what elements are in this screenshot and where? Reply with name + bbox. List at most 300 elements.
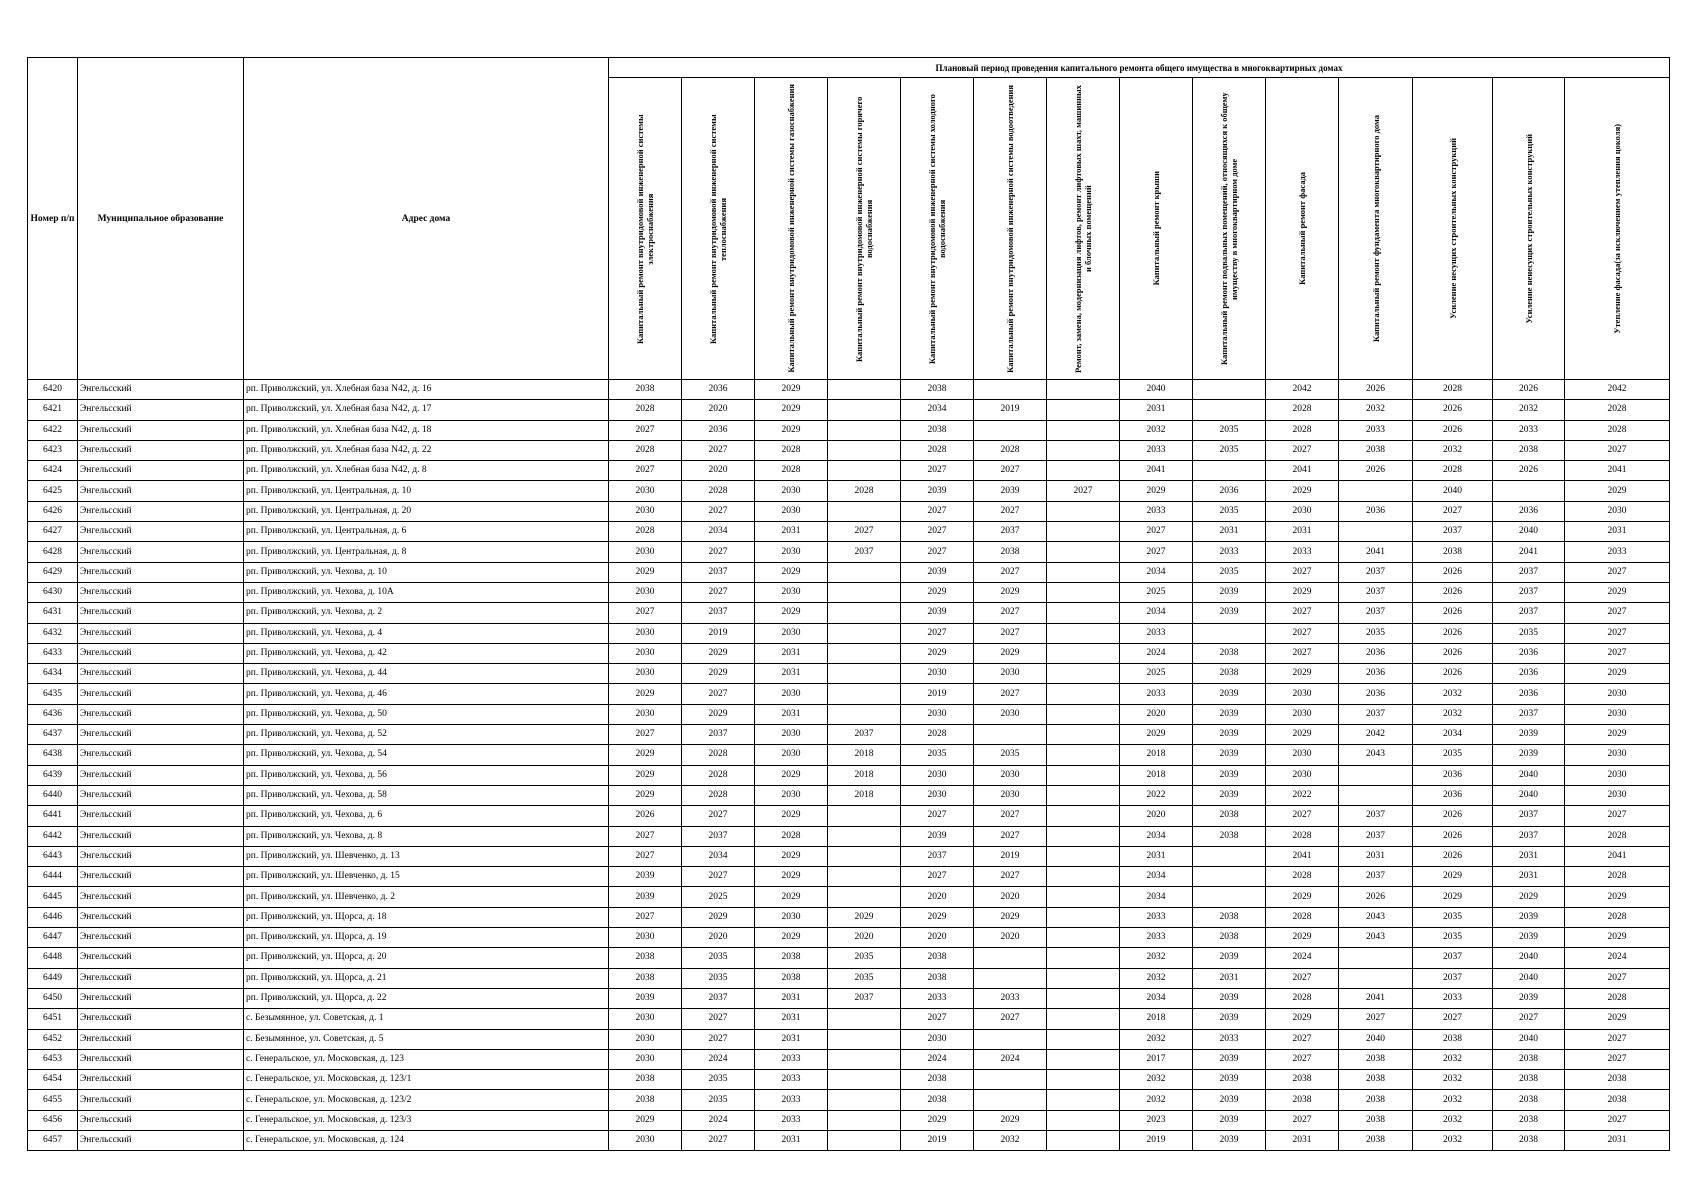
cell-municipality: Энгельсский [78,1029,244,1049]
cell-planned-year: 2033 [755,1110,828,1130]
cell-planned-year: 2029 [1266,928,1339,948]
cell-planned-year: 2030 [1266,745,1339,765]
cell-planned-year: 2039 [609,887,682,907]
cell-planned-year: 2029 [1565,725,1670,745]
cell-planned-year: 2032 [1493,400,1565,420]
cell-row-number: 6435 [28,684,78,704]
cell-municipality: Энгельсский [78,380,244,400]
cell-planned-year: 2030 [901,704,974,724]
cell-planned-year: 2043 [1339,928,1413,948]
cell-planned-year [1047,704,1120,724]
header-work-type-label: Капитальный ремонт внутридомовой инженерной системы горячего водоснабжения [854,95,874,362]
cell-planned-year: 2030 [1266,501,1339,521]
cell-planned-year: 2043 [1339,745,1413,765]
cell-planned-year: 2041 [1565,846,1670,866]
cell-planned-year [1047,867,1120,887]
cell-municipality: Энгельсский [78,826,244,846]
cell-planned-year: 2027 [609,603,682,623]
cell-planned-year: 2038 [755,948,828,968]
table-row [28,522,1670,542]
cell-planned-year [828,440,901,460]
cell-planned-year: 2030 [609,542,682,562]
cell-planned-year [1047,643,1120,663]
cell-planned-year: 2035 [682,1070,755,1090]
cell-planned-year: 2029 [1565,887,1670,907]
cell-planned-year: 2027 [682,501,755,521]
cell-planned-year: 2029 [1565,664,1670,684]
cell-planned-year: 2039 [974,481,1047,501]
cell-planned-year [1047,988,1120,1008]
cell-municipality: Энгельсский [78,907,244,927]
cell-planned-year [1047,826,1120,846]
cell-planned-year: 2019 [682,623,755,643]
cell-planned-year: 2034 [682,846,755,866]
cell-planned-year: 2030 [609,643,682,663]
cell-address: рп. Приволжский, ул. Шевченко, д. 13 [244,846,609,866]
cell-planned-year: 2036 [1413,765,1493,785]
cell-planned-year: 2030 [609,501,682,521]
cell-planned-year: 2036 [682,380,755,400]
cell-planned-year: 2027 [1565,562,1670,582]
cell-planned-year: 2036 [1493,684,1565,704]
cell-planned-year: 2025 [1120,664,1193,684]
cell-planned-year [1193,380,1266,400]
cell-planned-year [1047,501,1120,521]
cell-planned-year: 2027 [901,542,974,562]
table-row [28,582,1670,602]
cell-planned-year: 2027 [1565,440,1670,460]
cell-municipality: Энгельсский [78,684,244,704]
cell-planned-year: 2027 [1266,603,1339,623]
cell-row-number: 6438 [28,745,78,765]
table-row [28,623,1670,643]
cell-planned-year [1047,522,1120,542]
cell-planned-year: 2027 [974,603,1047,623]
cell-planned-year: 2036 [1493,664,1565,684]
cell-planned-year: 2031 [755,643,828,663]
cell-planned-year: 2030 [609,928,682,948]
cell-planned-year: 2039 [1193,603,1266,623]
cell-planned-year: 2032 [1120,1090,1193,1110]
cell-planned-year: 2036 [1493,643,1565,663]
cell-planned-year: 2038 [755,968,828,988]
cell-planned-year: 2037 [1493,806,1565,826]
cell-address: рп. Приволжский, ул. Хлебная база N42, д. 18 [244,420,609,440]
cell-address: рп. Приволжский, ул. Чехова, д. 54 [244,745,609,765]
cell-planned-year: 2017 [1120,1049,1193,1069]
cell-planned-year: 2033 [755,1070,828,1090]
cell-row-number: 6421 [28,400,78,420]
cell-planned-year: 2038 [1193,928,1266,948]
cell-row-number: 6445 [28,887,78,907]
cell-planned-year: 2027 [682,1029,755,1049]
cell-planned-year: 2040 [1493,968,1565,988]
cell-planned-year [974,1070,1047,1090]
cell-row-number: 6434 [28,664,78,684]
cell-row-number: 6432 [28,623,78,643]
cell-planned-year: 2028 [1565,420,1670,440]
cell-planned-year: 2034 [1120,603,1193,623]
cell-row-number: 6449 [28,968,78,988]
cell-planned-year: 2020 [901,928,974,948]
cell-row-number: 6429 [28,562,78,582]
cell-planned-year: 2037 [682,988,755,1008]
cell-planned-year: 2038 [1339,1070,1413,1090]
cell-municipality: Энгельсский [78,765,244,785]
cell-planned-year: 2038 [1339,1110,1413,1130]
cell-planned-year: 2027 [609,461,682,481]
cell-planned-year: 2035 [1413,745,1493,765]
cell-planned-year: 2033 [1120,928,1193,948]
cell-planned-year: 2040 [1493,765,1565,785]
cell-planned-year: 2027 [1266,1049,1339,1069]
cell-planned-year: 2028 [1413,461,1493,481]
cell-planned-year: 2032 [1413,1090,1493,1110]
header-work-type-label: Капитальный ремонт фасада [1297,172,1307,285]
cell-address: рп. Приволжский, ул. Хлебная база N42, д. 22 [244,440,609,460]
cell-planned-year: 2033 [1413,988,1493,1008]
cell-planned-year: 2029 [974,643,1047,663]
cell-planned-year: 2031 [1339,846,1413,866]
cell-planned-year: 2027 [682,867,755,887]
cell-planned-year: 2027 [1413,501,1493,521]
header-work-type-label: Капитальный ремонт фундамента многоквартирного дома [1370,114,1381,343]
cell-address: с. Генеральское, ул. Московская, д. 123/1 [244,1070,609,1090]
cell-municipality: Энгельсский [78,481,244,501]
cell-municipality: Энгельсский [78,1090,244,1110]
cell-planned-year: 2032 [1120,420,1193,440]
cell-planned-year: 2038 [901,948,974,968]
cell-planned-year: 2038 [1565,1090,1670,1110]
header-work-type [1493,78,1565,380]
cell-planned-year: 2029 [1266,1009,1339,1029]
cell-planned-year: 2029 [609,745,682,765]
cell-planned-year: 2031 [755,988,828,1008]
cell-planned-year: 2026 [1413,623,1493,643]
cell-municipality: Энгельсский [78,1049,244,1069]
cell-planned-year: 2027 [1266,623,1339,643]
cell-planned-year [974,1029,1047,1049]
cell-planned-year: 2029 [755,765,828,785]
cell-row-number: 6447 [28,928,78,948]
cell-planned-year: 2030 [1565,704,1670,724]
cell-planned-year: 2027 [1266,562,1339,582]
cell-planned-year: 2028 [682,481,755,501]
cell-planned-year: 2038 [901,380,974,400]
cell-municipality: Энгельсский [78,582,244,602]
table-row [28,704,1670,724]
header-work-type [1339,78,1413,380]
cell-planned-year: 2027 [974,461,1047,481]
cell-planned-year: 2029 [609,562,682,582]
cell-planned-year: 2035 [682,1090,755,1110]
cell-planned-year: 2032 [974,1130,1047,1150]
cell-planned-year: 2032 [1413,1110,1493,1130]
cell-planned-year: 2030 [1266,765,1339,785]
cell-planned-year: 2033 [1120,501,1193,521]
cell-planned-year: 2038 [1339,1090,1413,1110]
cell-planned-year: 2038 [901,420,974,440]
cell-planned-year: 2030 [609,623,682,643]
cell-planned-year: 2034 [1120,887,1193,907]
cell-planned-year: 2026 [1493,380,1565,400]
cell-planned-year: 2030 [755,785,828,805]
cell-address: рп. Приволжский, ул. Чехова, д. 8 [244,826,609,846]
cell-planned-year: 2038 [1493,1070,1565,1090]
cell-planned-year: 2027 [901,501,974,521]
cell-planned-year [1047,907,1120,927]
cell-planned-year: 2038 [1565,1070,1670,1090]
cell-planned-year: 2028 [828,481,901,501]
header-work-type [901,78,974,380]
cell-planned-year: 2029 [755,928,828,948]
cell-planned-year: 2029 [682,664,755,684]
cell-planned-year [828,704,901,724]
cell-planned-year: 2036 [682,420,755,440]
cell-planned-year [1047,1090,1120,1110]
cell-planned-year: 2036 [1339,501,1413,521]
cell-planned-year: 2027 [1266,1110,1339,1130]
cell-planned-year: 2032 [1120,948,1193,968]
cell-planned-year: 2026 [1339,887,1413,907]
cell-planned-year [1047,968,1120,988]
cell-planned-year: 2031 [1493,867,1565,887]
cell-planned-year [1047,664,1120,684]
cell-planned-year: 2038 [901,1090,974,1110]
cell-planned-year [828,1110,901,1130]
cell-planned-year: 2037 [1413,522,1493,542]
cell-planned-year: 2018 [828,745,901,765]
cell-planned-year: 2028 [1565,826,1670,846]
cell-planned-year: 2029 [1266,725,1339,745]
cell-planned-year: 2038 [609,1090,682,1110]
cell-planned-year [1047,1029,1120,1049]
cell-planned-year [1339,948,1413,968]
cell-planned-year: 2037 [682,725,755,745]
cell-planned-year [828,420,901,440]
cell-planned-year [828,501,901,521]
cell-planned-year: 2028 [682,765,755,785]
cell-planned-year: 2039 [1193,765,1266,785]
cell-municipality: Энгельсский [78,968,244,988]
cell-planned-year [1047,1110,1120,1130]
cell-planned-year: 2027 [682,1009,755,1029]
cell-planned-year: 2018 [1120,745,1193,765]
cell-planned-year: 2027 [1565,1110,1670,1130]
cell-planned-year: 2019 [974,846,1047,866]
cell-planned-year: 2031 [1493,846,1565,866]
cell-planned-year: 2029 [1413,867,1493,887]
cell-planned-year: 2028 [609,400,682,420]
cell-planned-year: 2020 [828,928,901,948]
header-work-type-label: Капитальный ремонт внутридомовой инженерной системы водоотведения [1005,84,1015,373]
table-row [28,988,1670,1008]
cell-planned-year: 2020 [974,928,1047,948]
cell-planned-year: 2029 [609,785,682,805]
cell-planned-year: 2040 [1120,380,1193,400]
cell-planned-year [1339,765,1413,785]
cell-planned-year: 2033 [974,988,1047,1008]
cell-planned-year: 2028 [682,745,755,765]
cell-planned-year: 2036 [1339,643,1413,663]
header-work-type [1193,78,1266,380]
cell-planned-year [974,948,1047,968]
cell-planned-year: 2037 [1413,968,1493,988]
cell-planned-year: 2029 [1266,887,1339,907]
cell-planned-year [828,1049,901,1069]
cell-planned-year [1339,785,1413,805]
cell-planned-year: 2027 [1120,542,1193,562]
cell-row-number: 6453 [28,1049,78,1069]
cell-planned-year: 2029 [755,380,828,400]
cell-planned-year [1047,603,1120,623]
cell-planned-year: 2029 [1565,1009,1670,1029]
cell-planned-year: 2022 [1120,785,1193,805]
cell-planned-year: 2029 [1266,481,1339,501]
cell-planned-year: 2031 [755,1130,828,1150]
cell-planned-year: 2026 [1413,826,1493,846]
cell-planned-year: 2037 [828,725,901,745]
cell-municipality: Энгельсский [78,846,244,866]
cell-planned-year: 2033 [755,1049,828,1069]
cell-planned-year: 2033 [1493,420,1565,440]
cell-planned-year: 2039 [901,603,974,623]
cell-planned-year [828,846,901,866]
repair-schedule-table [27,57,1670,1151]
header-work-type-label: Капитальный ремонт внутридомовой инженерной системы электроснабжения [635,113,655,344]
cell-address: рп. Приволжский, ул. Шевченко, д. 2 [244,887,609,907]
cell-planned-year [1339,968,1413,988]
cell-planned-year [828,1009,901,1029]
cell-planned-year: 2028 [1565,988,1670,1008]
header-work-type [828,78,901,380]
cell-address: с. Безымянное, ул. Советская, д. 5 [244,1029,609,1049]
cell-address: рп. Приволжский, ул. Чехова, д. 10 [244,562,609,582]
cell-planned-year: 2027 [901,623,974,643]
cell-planned-year: 2027 [1047,481,1120,501]
cell-address: рп. Приволжский, ул. Центральная, д. 20 [244,501,609,521]
cell-planned-year: 2034 [1120,867,1193,887]
cell-planned-year [1047,745,1120,765]
cell-planned-year: 2039 [1493,745,1565,765]
cell-planned-year: 2030 [609,481,682,501]
cell-planned-year [1047,461,1120,481]
cell-planned-year: 2037 [1339,806,1413,826]
cell-address: рп. Приволжский, ул. Чехова, д. 10А [244,582,609,602]
cell-planned-year: 2030 [901,664,974,684]
cell-planned-year: 2030 [974,785,1047,805]
cell-planned-year: 2038 [1193,806,1266,826]
cell-planned-year: 2041 [1120,461,1193,481]
cell-row-number: 6427 [28,522,78,542]
cell-planned-year: 2029 [682,643,755,663]
cell-address: рп. Приволжский, ул. Чехова, д. 52 [244,725,609,745]
cell-municipality: Энгельсский [78,542,244,562]
cell-planned-year: 2039 [1193,704,1266,724]
cell-planned-year: 2029 [901,907,974,927]
cell-planned-year: 2035 [1193,420,1266,440]
cell-planned-year [1339,481,1413,501]
cell-address: рп. Приволжский, ул. Хлебная база N42, д. 16 [244,380,609,400]
cell-planned-year: 2035 [1413,907,1493,927]
table-row [28,1049,1670,1069]
cell-planned-year: 2020 [901,887,974,907]
cell-municipality: Энгельсский [78,1009,244,1029]
cell-planned-year [1193,846,1266,866]
cell-address: рп. Приволжский, ул. Чехова, д. 44 [244,664,609,684]
cell-address: рп. Приволжский, ул. Чехова, д. 6 [244,806,609,826]
cell-planned-year: 2027 [901,461,974,481]
cell-planned-year: 2029 [1565,582,1670,602]
cell-planned-year: 2027 [682,806,755,826]
cell-planned-year: 2038 [1193,826,1266,846]
header-work-type [1047,78,1120,380]
cell-planned-year [1047,765,1120,785]
cell-row-number: 6433 [28,643,78,663]
cell-planned-year: 2020 [1120,704,1193,724]
cell-planned-year: 2030 [755,684,828,704]
cell-planned-year [828,562,901,582]
cell-planned-year: 2030 [1266,704,1339,724]
cell-planned-year: 2034 [1120,988,1193,1008]
cell-row-number: 6436 [28,704,78,724]
cell-planned-year: 2034 [1120,826,1193,846]
cell-planned-year: 2027 [974,1009,1047,1029]
cell-planned-year [828,1070,901,1090]
cell-planned-year: 2027 [901,867,974,887]
cell-planned-year: 2031 [755,522,828,542]
cell-planned-year: 2026 [1413,846,1493,866]
cell-planned-year [1047,562,1120,582]
cell-planned-year: 2030 [1565,785,1670,805]
cell-planned-year [974,380,1047,400]
cell-planned-year: 2027 [901,806,974,826]
cell-planned-year: 2026 [1493,461,1565,481]
cell-planned-year: 2027 [1266,806,1339,826]
cell-planned-year [828,1090,901,1110]
cell-row-number: 6428 [28,542,78,562]
cell-planned-year: 2035 [682,948,755,968]
cell-planned-year: 2029 [901,582,974,602]
cell-planned-year: 2029 [901,643,974,663]
cell-planned-year: 2026 [1413,582,1493,602]
cell-planned-year: 2030 [901,1029,974,1049]
cell-municipality: Энгельсский [78,867,244,887]
cell-planned-year [1047,1009,1120,1029]
cell-planned-year: 2030 [755,623,828,643]
header-work-type-label: Утепление фасада(за исключением утепления цоколя) [1612,123,1622,334]
cell-planned-year: 2028 [1266,867,1339,887]
cell-planned-year: 2027 [974,684,1047,704]
cell-planned-year: 2026 [1339,380,1413,400]
cell-planned-year: 2035 [682,968,755,988]
table-row [28,664,1670,684]
cell-municipality: Энгельсский [78,1070,244,1090]
table-row [28,745,1670,765]
cell-planned-year: 2038 [901,968,974,988]
cell-address: рп. Приволжский, ул. Щорса, д. 19 [244,928,609,948]
cell-planned-year: 2026 [609,806,682,826]
cell-planned-year: 2030 [609,582,682,602]
cell-municipality: Энгельсский [78,623,244,643]
cell-municipality: Энгельсский [78,806,244,826]
cell-planned-year: 2037 [1413,948,1493,968]
cell-planned-year [828,887,901,907]
cell-planned-year: 2036 [1339,684,1413,704]
cell-planned-year: 2038 [1339,440,1413,460]
cell-planned-year: 2037 [682,826,755,846]
cell-planned-year: 2038 [1266,1090,1339,1110]
